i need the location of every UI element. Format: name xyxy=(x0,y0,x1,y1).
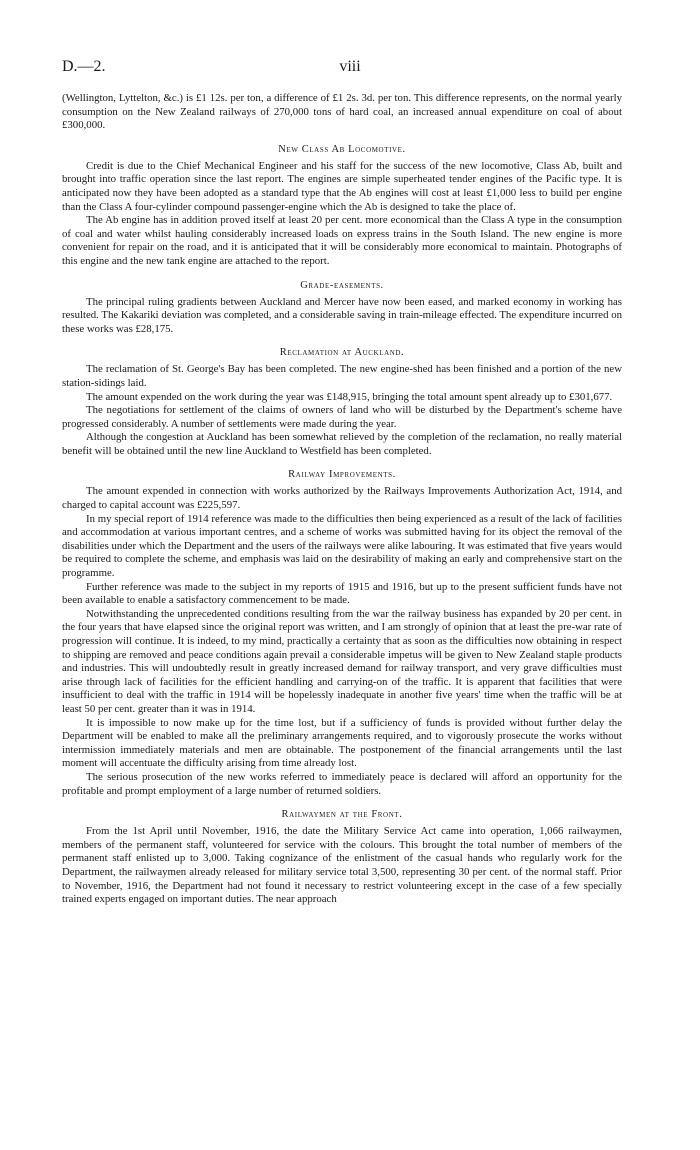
paragraph: The amount expended on the work during the year was £148,915, bringing the total amount spent already up to £301,677. xyxy=(86,390,613,403)
paragraph: The principal ruling gradients between Auckland and Mercer have now been eased, and marked economy in working has resulted. The Kakariki deviation was completed, and a considerable saving in train-mileage effected. The expenditure incurred on these works was £28,175. xyxy=(62,295,622,335)
section-heading-grade-easements: Grade-easements. xyxy=(300,279,384,291)
page-header xyxy=(62,58,638,80)
paragraph: The amount expended in connection with works authorized by the Railways Improvements Authorization Act, 1914, and charged to capital account was £225,597. xyxy=(62,485,622,512)
paragraph: It is impossible to now make up for the time lost, but if a sufficiency of funds is provided without further delay the Department will be enabled to make all the preliminary arrangements required, and to vigorously prosecute the works without intermission immediately materials and men are obtainable. The postponement of the financial arrangements until the last moment will accentuate the difficulty arising from time already lost. xyxy=(62,716,622,770)
paragraph: The negotiations for settlement of the claims of owners of land who will be disturbed by the Department's scheme have progressed considerably. A number of settlements were made during the year. xyxy=(62,404,622,430)
report-reference: D.—2. xyxy=(62,58,106,75)
paragraph: From the 1st April until November, 1916, the date the Military Service Act came into operation, 1,066 railwaymen, members of the permanent staff, volunteered for service with the colours. This brought the total number of members of the permanent staff enlisted up to 3,000. Taking cognizance of the enlistment of the casual hands who regularly work for the Department, the railwaymen already released for military service total 3,500, representing 30 per cent. of the normal staff. Prior to November, 1916, the Department had not found it necessary to restrict volunteering except in the case of a few specially trained experts engaged on important duties. The near approach xyxy=(62,825,622,906)
document-body xyxy=(62,92,622,907)
paragraph: The Ab engine has in addition proved itself at least 20 per cent. more economical than the Class A type in the consumption of coal and water whilst hauling considerably increased loads on express trains in the South Island. The new engine is more convenient for repair on the road, and it is anticipated that it will be considerably more economical to maintain. Photographs of this engine and the new tank engine are attached to the report. xyxy=(62,214,622,267)
paragraph: The serious prosecution of the new works referred to immediately peace is declared will afford an opportunity for the profitable and prompt employment of a large number of returned soldiers. xyxy=(62,770,622,797)
section-heading-ab-locomotive: New Class Ab Locomotive. xyxy=(278,143,406,155)
intro-paragraph: (Wellington, Lyttelton, &c.) is £1 12s. per ton, a difference of £1 2s. 3d. per ton. This difference represents, on the normal yearly consumption on the New Zealand railways of 270,000 tons of hard coal, an increased annual expenditure on coal of about £300,000. xyxy=(62,92,622,132)
paragraph: Further reference was made to the subject in my reports of 1915 and 1916, but up to the present sufficient funds have not been available to enable a satisfactory commencement to be made. xyxy=(62,580,622,607)
section-heading-railwaymen-front: Railwaymen at the Front. xyxy=(281,809,403,821)
page-number: viii xyxy=(339,58,361,75)
paragraph: The reclamation of St. George's Bay has been completed. The new engine-shed has been finished and a portion of the new station-sidings laid. xyxy=(62,363,622,389)
section-heading-reclamation-auckland: Reclamation at Auckland. xyxy=(279,347,405,359)
paragraph: Credit is due to the Chief Mechanical Engineer and his staff for the success of the new locomotive, Class Ab, built and brought into traffic operation since the last report. The engines are simple superheated tender engines of the Pacific type. It is anticipated now they have been adopted as a standard type that the Ab engines will cost at least £1,000 less to build per engine than the Class A four-cylinder compound passenger-engine which the Ab is designed to take the place of. xyxy=(62,159,622,213)
paragraph: Notwithstanding the unprecedented conditions resulting from the war the railway business has expanded by 20 per cent. in the four years that have elapsed since the original report was written, and I am strongly of opinion that at least the pre-war rate of progression will continue. It is indeed, to my mind, practically a certainty that as soon as the difficulties now obtaining in respect to shipping are removed and peace conditions again prevail a considerable impetus will be given to New Zealand staple products and industries. This will undoubtedly result in greatly increased demand for railway transport, and very grave difficulties must arise through lack of facilities for the efficient handling and carrying-on of the traffic. It is apparent that facilities that were insufficient to deal with the traffic in 1914 will be hopelessly inadequate in another five years' time when the traffic will be at least 50 per cent. greater than it was in 1914. xyxy=(62,607,622,715)
paragraph: In my special report of 1914 reference was made to the difficulties then being experienced as a result of the lack of facilities and accommodation at various important centres, and a scheme of works was submitted having for its object the removal of the disabilities under which the Department and the users of the railways were alike labouring. It was estimated that five years would be required to complete the scheme, and emphasis was laid on the desirability of making an early and comprehensive start on the programme. xyxy=(62,512,622,580)
section-heading-railway-improvements: Railway Improvements. xyxy=(288,469,396,481)
paragraph: Although the congestion at Auckland has been somewhat relieved by the completion of the reclamation, no really material benefit will be obtained until the new line Auckland to Westfield has been completed. xyxy=(62,431,622,457)
